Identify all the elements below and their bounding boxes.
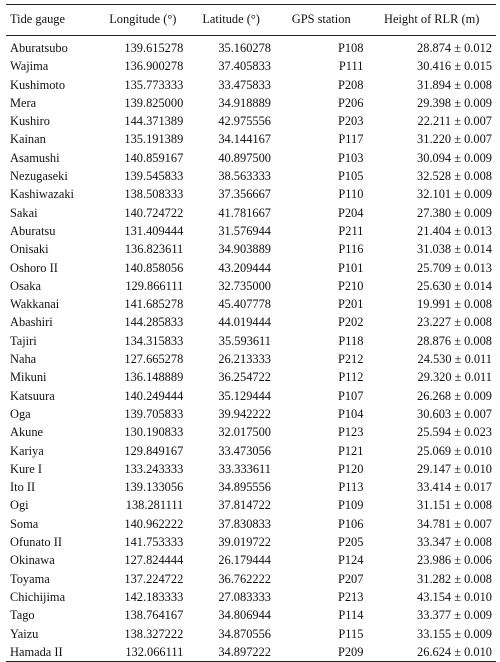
cell-gps-station: P123 xyxy=(337,425,364,440)
table-row xyxy=(6,222,496,240)
cell-tide-gauge: Kushiro xyxy=(10,114,50,129)
table-row xyxy=(6,588,496,606)
cell-longitude: 141.753333 xyxy=(124,535,184,550)
table-row xyxy=(6,606,496,624)
cell-tide-gauge: Sakai xyxy=(10,205,38,220)
cell-latitude: 26.213333 xyxy=(218,352,271,367)
cell-latitude: 26.179444 xyxy=(218,553,271,568)
cell-longitude: 129.866111 xyxy=(125,278,184,293)
table-row xyxy=(6,496,496,514)
cell-longitude: 130.190833 xyxy=(124,425,184,440)
cell-longitude: 131.409444 xyxy=(124,223,184,238)
cell-tide-gauge: Yaizu xyxy=(10,626,39,641)
cell-longitude: 138.508333 xyxy=(124,187,184,202)
cell-gps-station: P212 xyxy=(337,352,364,367)
cell-latitude: 41.781667 xyxy=(218,205,271,220)
cell-longitude: 139.825000 xyxy=(124,95,184,110)
cell-latitude: 34.918889 xyxy=(218,95,271,110)
cell-gps-station: P211 xyxy=(338,223,364,238)
cell-latitude: 32.735000 xyxy=(218,278,271,293)
cell-height-rlr: 33.377 ± 0.009 xyxy=(417,608,492,623)
cell-gps-station: P113 xyxy=(338,480,364,495)
cell-gps-station: P208 xyxy=(337,77,364,92)
cell-latitude: 34.895556 xyxy=(218,480,271,495)
cell-latitude: 42.975556 xyxy=(218,114,271,129)
cell-gps-station: P104 xyxy=(337,406,364,421)
table-row xyxy=(6,551,496,569)
cell-gps-station: P114 xyxy=(338,608,364,623)
cell-height-rlr: 30.094 ± 0.009 xyxy=(417,150,492,165)
cell-tide-gauge: Kainan xyxy=(10,132,46,147)
header-latitude: Latitude (°) xyxy=(202,11,260,26)
table-row xyxy=(6,332,496,350)
cell-height-rlr: 25.069 ± 0.010 xyxy=(417,443,492,458)
cell-gps-station: P103 xyxy=(337,150,364,165)
table-row xyxy=(6,625,496,643)
cell-longitude: 139.705833 xyxy=(124,406,184,421)
cell-latitude: 45.407778 xyxy=(218,297,271,312)
cell-longitude: 140.724722 xyxy=(124,205,184,220)
cell-tide-gauge: Hamada II xyxy=(10,644,63,659)
cell-latitude: 32.017500 xyxy=(218,425,271,440)
cell-tide-gauge: Oshoro II xyxy=(10,260,58,275)
cell-height-rlr: 24.530 ± 0.011 xyxy=(417,352,492,367)
cell-tide-gauge: Tago xyxy=(10,608,35,623)
cell-gps-station: P111 xyxy=(338,59,364,74)
cell-height-rlr: 27.380 ± 0.009 xyxy=(417,205,492,220)
tide-gauge-table xyxy=(6,4,496,662)
cell-latitude: 34.903889 xyxy=(218,242,271,257)
cell-latitude: 31.576944 xyxy=(218,223,271,238)
cell-height-rlr: 31.220 ± 0.007 xyxy=(417,132,492,147)
cell-height-rlr: 30.416 ± 0.015 xyxy=(417,59,492,74)
table-row xyxy=(6,387,496,405)
cell-tide-gauge: Kure I xyxy=(10,461,42,476)
cell-height-rlr: 34.781 ± 0.007 xyxy=(417,516,492,531)
cell-height-rlr: 21.404 ± 0.013 xyxy=(417,223,492,238)
table-row xyxy=(6,405,496,423)
cell-height-rlr: 31.038 ± 0.014 xyxy=(417,242,492,257)
cell-height-rlr: 23.986 ± 0.006 xyxy=(417,553,492,568)
header-longitude: Longitude (°) xyxy=(109,11,177,26)
cell-height-rlr: 29.320 ± 0.011 xyxy=(417,370,492,385)
cell-tide-gauge: Wajima xyxy=(10,59,49,74)
cell-height-rlr: 31.894 ± 0.008 xyxy=(417,77,492,92)
cell-tide-gauge: Soma xyxy=(10,516,39,531)
cell-gps-station: P120 xyxy=(337,461,364,476)
cell-latitude: 43.209444 xyxy=(218,260,271,275)
cell-gps-station: P209 xyxy=(337,644,364,659)
cell-gps-station: P115 xyxy=(338,626,364,641)
cell-latitude: 40.897500 xyxy=(218,150,271,165)
cell-tide-gauge: Mikuni xyxy=(10,370,47,385)
table-row xyxy=(6,460,496,478)
cell-tide-gauge: Aburatsubo xyxy=(10,41,68,55)
cell-gps-station: P213 xyxy=(337,589,364,604)
cell-tide-gauge: Kashiwazaki xyxy=(10,187,74,202)
cell-latitude: 37.405833 xyxy=(218,59,271,74)
cell-gps-station: P106 xyxy=(337,516,364,531)
cell-tide-gauge: Kariya xyxy=(10,443,44,458)
cell-longitude: 140.858056 xyxy=(124,260,184,275)
cell-latitude: 27.083333 xyxy=(218,589,271,604)
cell-tide-gauge: Onisaki xyxy=(10,242,49,257)
cell-height-rlr: 31.151 ± 0.008 xyxy=(417,498,492,513)
cell-gps-station: P118 xyxy=(338,333,364,348)
cell-latitude: 38.563333 xyxy=(218,169,271,184)
cell-height-rlr: 33.414 ± 0.017 xyxy=(417,480,492,495)
cell-latitude: 44.019444 xyxy=(218,315,271,330)
cell-longitude: 127.824444 xyxy=(124,553,184,568)
cell-latitude: 36.254722 xyxy=(218,370,271,385)
cell-longitude: 132.066111 xyxy=(125,644,184,659)
table-row xyxy=(6,76,496,94)
cell-gps-station: P112 xyxy=(338,370,364,385)
cell-gps-station: P201 xyxy=(337,297,364,312)
cell-tide-gauge: Chichijima xyxy=(10,589,66,604)
cell-latitude: 39.019722 xyxy=(218,535,271,550)
cell-longitude: 136.823611 xyxy=(124,242,184,257)
table-row xyxy=(6,295,496,313)
cell-longitude: 140.249444 xyxy=(124,388,184,403)
cell-height-rlr: 31.282 ± 0.008 xyxy=(417,571,492,586)
cell-height-rlr: 43.154 ± 0.010 xyxy=(417,589,492,604)
cell-longitude: 127.665278 xyxy=(124,352,184,367)
cell-gps-station: P210 xyxy=(337,278,364,293)
cell-tide-gauge: Ofunato II xyxy=(10,535,62,550)
table-row xyxy=(6,112,496,130)
cell-height-rlr: 32.101 ± 0.009 xyxy=(417,187,492,202)
cell-gps-station: P207 xyxy=(337,571,364,586)
cell-latitude: 35.593611 xyxy=(218,333,271,348)
cell-latitude: 39.942222 xyxy=(218,406,271,421)
cell-gps-station: P206 xyxy=(337,95,364,110)
cell-height-rlr: 25.709 ± 0.013 xyxy=(417,260,492,275)
table-row xyxy=(6,515,496,533)
cell-tide-gauge: Toyama xyxy=(10,571,50,586)
cell-longitude: 135.773333 xyxy=(124,77,184,92)
cell-longitude: 136.148889 xyxy=(124,370,184,385)
cell-height-rlr: 23.227 ± 0.008 xyxy=(417,315,492,330)
cell-longitude: 144.285833 xyxy=(124,315,184,330)
cell-tide-gauge: Oga xyxy=(10,406,31,421)
cell-longitude: 140.859167 xyxy=(124,150,184,165)
cell-tide-gauge: Wakkanai xyxy=(10,297,60,312)
table-row xyxy=(6,533,496,551)
cell-tide-gauge: Naha xyxy=(10,352,37,367)
table-row xyxy=(6,368,496,386)
cell-longitude: 139.545833 xyxy=(124,169,184,184)
cell-longitude: 144.371389 xyxy=(124,114,184,129)
cell-longitude: 142.183333 xyxy=(124,589,184,604)
cell-tide-gauge: Akune xyxy=(10,425,44,440)
cell-latitude: 34.806944 xyxy=(218,608,271,623)
cell-tide-gauge: Abashiri xyxy=(10,315,53,330)
header-tide-gauge: Tide gauge xyxy=(10,11,65,26)
cell-tide-gauge: Mera xyxy=(10,95,37,110)
cell-latitude: 35.129444 xyxy=(218,388,271,403)
table-row xyxy=(6,57,496,75)
table-row xyxy=(6,442,496,460)
cell-longitude: 139.615278 xyxy=(124,41,184,55)
cell-latitude: 36.762222 xyxy=(218,571,271,586)
cell-gps-station: P124 xyxy=(337,553,364,568)
cell-height-rlr: 25.594 ± 0.023 xyxy=(417,425,492,440)
cell-longitude: 134.315833 xyxy=(124,333,184,348)
cell-longitude: 135.191389 xyxy=(124,132,184,147)
cell-height-rlr: 33.155 ± 0.009 xyxy=(417,626,492,641)
table-row xyxy=(6,350,496,368)
cell-latitude: 33.473056 xyxy=(218,443,271,458)
table-row xyxy=(6,423,496,441)
cell-gps-station: P109 xyxy=(337,498,364,513)
cell-tide-gauge: Okinawa xyxy=(10,553,55,568)
cell-latitude: 37.356667 xyxy=(218,187,271,202)
cell-gps-station: P105 xyxy=(337,169,364,184)
cell-longitude: 129.849167 xyxy=(124,443,184,458)
cell-tide-gauge: Katsuura xyxy=(10,388,55,403)
cell-longitude: 140.962222 xyxy=(124,516,184,531)
cell-height-rlr: 29.147 ± 0.010 xyxy=(417,461,492,476)
table-row xyxy=(6,570,496,588)
cell-height-rlr: 26.268 ± 0.009 xyxy=(417,388,492,403)
header-height-rlr: Height of RLR (m) xyxy=(384,11,480,26)
table-row xyxy=(6,277,496,295)
cell-tide-gauge: Nezugaseki xyxy=(10,169,68,184)
cell-gps-station: P117 xyxy=(338,132,364,147)
cell-tide-gauge: Osaka xyxy=(10,278,41,293)
cell-height-rlr: 19.991 ± 0.008 xyxy=(417,297,492,312)
cell-gps-station: P203 xyxy=(337,114,364,129)
cell-latitude: 34.897222 xyxy=(218,644,271,659)
cell-gps-station: P108 xyxy=(337,41,364,55)
cell-gps-station: P101 xyxy=(337,260,364,275)
cell-height-rlr: 30.603 ± 0.007 xyxy=(417,406,492,421)
cell-height-rlr: 22.211 ± 0.007 xyxy=(417,114,492,129)
cell-longitude: 137.224722 xyxy=(124,571,184,586)
cell-longitude: 138.281111 xyxy=(125,498,184,513)
cell-gps-station: P107 xyxy=(337,388,364,403)
cell-longitude: 133.243333 xyxy=(124,461,184,476)
cell-tide-gauge: Ito II xyxy=(10,480,36,495)
table-row xyxy=(6,185,496,203)
cell-tide-gauge: Asamushi xyxy=(10,150,60,165)
table-row xyxy=(6,130,496,148)
cell-gps-station: P110 xyxy=(338,187,364,202)
cell-height-rlr: 28.876 ± 0.008 xyxy=(417,333,492,348)
cell-latitude: 37.830833 xyxy=(218,516,271,531)
cell-longitude: 138.327222 xyxy=(124,626,184,641)
cell-longitude: 141.685278 xyxy=(124,297,184,312)
table-row xyxy=(6,94,496,112)
table-row xyxy=(6,167,496,185)
cell-latitude: 35.160278 xyxy=(218,41,271,55)
cell-latitude: 34.870556 xyxy=(218,626,271,641)
cell-tide-gauge: Ogi xyxy=(10,498,29,513)
cell-gps-station: P205 xyxy=(337,535,364,550)
table-row xyxy=(6,149,496,167)
cell-gps-station: P202 xyxy=(337,315,364,330)
cell-gps-station: P116 xyxy=(338,242,364,257)
table-row xyxy=(6,240,496,258)
cell-longitude: 136.900278 xyxy=(124,59,184,74)
cell-tide-gauge: Tajiri xyxy=(10,333,37,348)
cell-height-rlr: 33.347 ± 0.008 xyxy=(417,535,492,550)
cell-latitude: 33.475833 xyxy=(218,77,271,92)
cell-gps-station: P121 xyxy=(337,443,364,458)
cell-longitude: 138.764167 xyxy=(124,608,184,623)
cell-height-rlr: 25.630 ± 0.014 xyxy=(417,278,492,293)
header-gps-station: GPS station xyxy=(291,11,351,26)
table-row xyxy=(6,204,496,222)
table-row xyxy=(6,259,496,277)
table-row xyxy=(6,313,496,331)
table-row xyxy=(6,36,496,58)
cell-height-rlr: 32.528 ± 0.008 xyxy=(417,169,492,184)
cell-height-rlr: 28.874 ± 0.012 xyxy=(417,41,492,55)
cell-tide-gauge: Kushimoto xyxy=(10,77,66,92)
cell-gps-station: P204 xyxy=(337,205,364,220)
cell-latitude: 33.333611 xyxy=(218,461,271,476)
cell-latitude: 34.144167 xyxy=(218,132,271,147)
table-body xyxy=(6,36,496,662)
cell-height-rlr: 26.624 ± 0.010 xyxy=(417,644,492,659)
header-row xyxy=(6,5,496,36)
cell-tide-gauge: Aburatsu xyxy=(10,223,56,238)
table-row xyxy=(6,478,496,496)
cell-longitude: 139.133056 xyxy=(124,480,184,495)
table-row xyxy=(6,643,496,662)
table-header xyxy=(6,5,496,36)
cell-height-rlr: 29.398 ± 0.009 xyxy=(417,95,492,110)
cell-latitude: 37.814722 xyxy=(218,498,271,513)
